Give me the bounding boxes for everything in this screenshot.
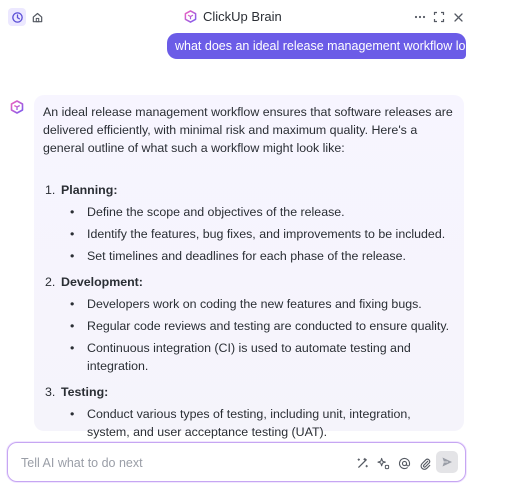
expand-button[interactable] xyxy=(430,8,448,26)
list-item: • Continuous integration (CI) is used to automate testing and integration. xyxy=(70,339,454,375)
clickup-brain-avatar-icon xyxy=(10,100,24,114)
ai-response-intro: An ideal release management workflow ensures that software releases are delivered efficiently, with minimal risk and maximum quality. Here's a general outline of what such a workflow might look like: xyxy=(43,105,453,155)
list-item: • Set timelines and deadlines for each phase of the release. xyxy=(70,247,454,265)
list-item: • Define the scope and objectives of the release. xyxy=(70,203,454,221)
history-button[interactable] xyxy=(8,8,26,26)
send-button[interactable] xyxy=(436,451,458,473)
close-icon xyxy=(453,12,464,23)
user-message-bubble: what does an ideal release management workflow look like? xyxy=(167,33,466,59)
bullet-list xyxy=(70,203,454,265)
ai-response-card xyxy=(34,95,464,439)
page-title: ClickUp Brain xyxy=(203,9,282,24)
list-item: • Regular code reviews and testing are conducted to ensure quality. xyxy=(70,317,454,335)
magic-wand-icon xyxy=(356,457,369,470)
section-title: Development: xyxy=(61,275,143,289)
mention-icon xyxy=(398,457,411,470)
section-planning xyxy=(43,181,454,265)
section-heading xyxy=(45,273,454,291)
ai-prompt-input[interactable] xyxy=(21,454,301,472)
home-icon xyxy=(31,11,44,24)
ai-actions-button[interactable] xyxy=(374,454,392,472)
more-dots-icon xyxy=(414,15,426,19)
history-icon xyxy=(11,11,24,24)
ai-avatar xyxy=(10,100,26,116)
ai-prompt-composer xyxy=(7,442,466,482)
sparkle-grid-icon xyxy=(377,457,390,470)
send-icon xyxy=(441,456,453,468)
magic-wand-button[interactable] xyxy=(353,454,371,472)
more-options-button[interactable] xyxy=(411,8,429,26)
home-button[interactable] xyxy=(28,8,46,26)
section-title: Testing: xyxy=(61,385,109,399)
close-button[interactable] xyxy=(449,8,467,26)
section-number: 1. xyxy=(45,183,56,197)
list-item: • Conduct various types of testing, including unit, integration, system, and user acceptance testing (UAT). xyxy=(70,405,454,441)
mention-button[interactable] xyxy=(395,454,413,472)
list-item: • Developers work on coding the new features and fixing bugs. xyxy=(70,295,454,313)
section-number: 2. xyxy=(45,275,56,289)
section-number: 3. xyxy=(45,385,56,399)
section-heading xyxy=(45,383,454,401)
section-title: Planning: xyxy=(61,183,118,197)
attachment-icon xyxy=(419,457,432,470)
bullet-list xyxy=(70,295,454,375)
header-title-group xyxy=(184,9,282,24)
section-heading xyxy=(45,181,454,199)
list-item: • Identify the features, bug fixes, and improvements to be included. xyxy=(70,225,454,243)
clickup-brain-logo-icon xyxy=(184,10,197,23)
expand-icon xyxy=(433,11,445,23)
section-development xyxy=(43,273,454,375)
attach-file-button[interactable] xyxy=(416,454,434,472)
header-bar xyxy=(0,0,474,34)
